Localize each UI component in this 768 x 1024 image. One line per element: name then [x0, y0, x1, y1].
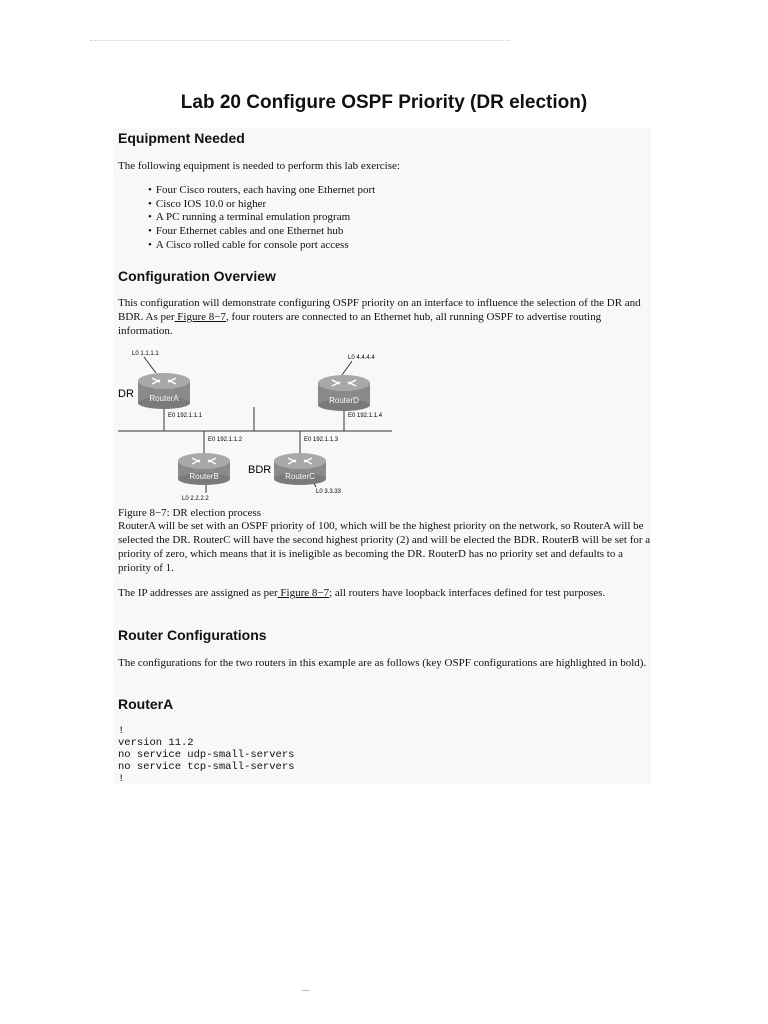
router-label-b: RouterB	[189, 472, 219, 481]
interface-b: E0 192.1.1.2	[208, 437, 243, 443]
lo-line-a	[144, 357, 156, 373]
interface-a: E0 192.1.1.1	[168, 413, 203, 419]
list-item: • Four Ethernet cables and one Ethernet hub	[148, 225, 375, 239]
text-span: ; all routers have loopback interfaces defined for test purposes.	[329, 587, 606, 599]
page-title: Lab 20 Configure OSPF Priority (DR election)	[180, 92, 588, 113]
loopback-d: L0 4.4.4.4	[348, 355, 375, 361]
heading-overview: Configuration Overview	[118, 268, 276, 284]
interface-c: E0 192.1.1.3	[304, 437, 339, 443]
routera-config-code: ! version 11.2 no service udp-small-servers no service tcp-small-servers !	[118, 725, 295, 785]
bdr-label: BDR	[248, 464, 272, 476]
text-span: , four routers are connected to an Ethernet hub, all running OSPF to advertise routing information.	[118, 311, 602, 337]
loopback-b: L0 2.2.2.2	[182, 496, 209, 502]
header-artifact	[90, 40, 510, 43]
router-configs-intro: The configurations for the two routers in this example are as follows (key OSPF configurations are highlighted in bold).	[118, 657, 647, 669]
figure-link[interactable]: Figure 8−7	[277, 587, 330, 599]
list-item: • Four Cisco routers, each having one Ethernet port	[148, 184, 375, 198]
equipment-intro: The following equipment is needed to perform this lab exercise:	[118, 160, 400, 172]
overview-para-1	[118, 296, 652, 338]
heading-router-configurations: Router Configurations	[118, 627, 267, 643]
interface-d: E0 192.1.1.4	[348, 413, 383, 419]
list-item: • A Cisco rolled cable for console port access	[148, 239, 375, 253]
router-label-d: RouterD	[329, 396, 359, 405]
router-icon-a	[138, 373, 190, 409]
heading-routera: RouterA	[118, 696, 174, 712]
router-label-a: RouterA	[149, 394, 179, 403]
network-diagram	[116, 345, 396, 505]
loopback-c: L0 3.3.33	[316, 489, 342, 495]
router-icon-d	[318, 375, 370, 411]
overview-para-3	[118, 586, 652, 600]
router-icon-c	[274, 453, 326, 485]
text-span: This configuration will demonstrate configuring OSPF priority on an interface to influence the selection of the DR and BDR. As per	[118, 297, 641, 323]
figure-link[interactable]: Figure 8−7	[174, 311, 226, 323]
list-item: • A PC running a terminal emulation program	[148, 211, 375, 225]
overview-para-2: RouterA will be set with an OSPF priority of 100, which will be the highest priority on the network, so RouterA will be selected the DR. RouterC will have the second highest priority (2) and will be elected the BDR. RouterB will be set for a priority of zero, which means that it is ineligible as becoming the DR. RouterD has no priority set and defaults to a priority of 1.	[118, 520, 651, 574]
lo-line-d	[342, 361, 352, 375]
figure-caption: Figure 8−7: DR election process	[118, 507, 262, 519]
router-icon-b	[178, 453, 230, 485]
router-label-c: RouterC	[285, 472, 315, 481]
heading-equipment: Equipment Needed	[118, 130, 245, 146]
text-span: The IP addresses are assigned as per	[118, 587, 278, 599]
equipment-list	[148, 184, 375, 253]
list-item: • Cisco IOS 10.0 or higher	[148, 198, 375, 212]
loopback-a: L0 1.1.1.1	[132, 351, 159, 357]
footer-artifact	[302, 990, 310, 991]
dr-label: DR	[118, 388, 134, 400]
